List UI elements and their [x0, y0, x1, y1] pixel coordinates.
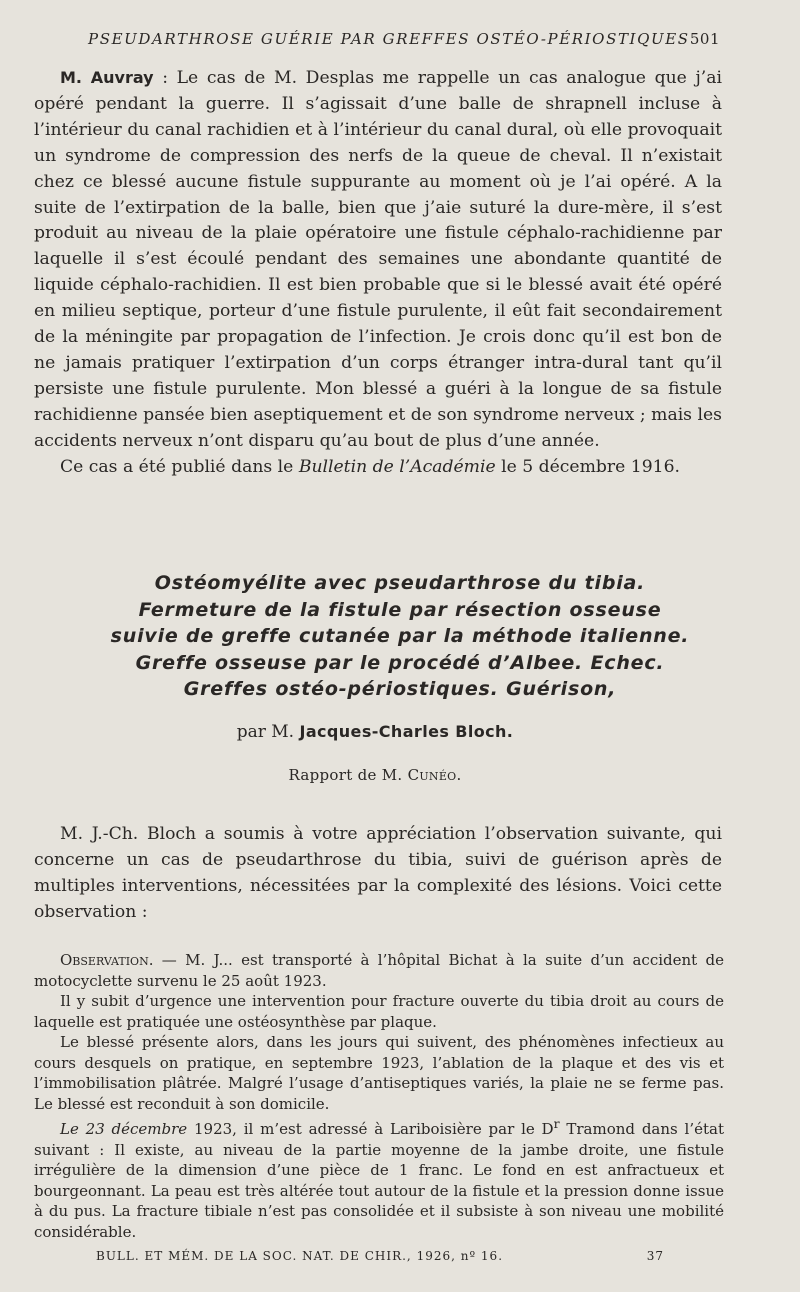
- reporter-name: Cunéo.: [407, 766, 462, 784]
- observation-date: Le 23 décembre: [60, 1120, 188, 1138]
- observation-paragraph: [34, 950, 724, 991]
- journal-title: Bulletin de l’Académie: [298, 456, 496, 477]
- title-line: Fermeture de la fistule par résection osseuse: [138, 598, 662, 621]
- observation-label: Observation.: [60, 951, 154, 969]
- report-prefix: Rapport de M.: [288, 766, 408, 784]
- article-title: [34, 570, 766, 703]
- discussion-section: [34, 65, 722, 481]
- publication-note: [34, 455, 722, 481]
- title-line: Ostéomyélite avec pseudarthrose du tibia.: [154, 572, 646, 594]
- observation-text: 1923, il m’est adressé à Lariboisière par le D: [187, 1120, 554, 1138]
- title-line: Greffe osseuse par le procédé d’Albee. Echec.: [135, 651, 665, 674]
- observation-paragraph: Il y subit d’urgence une intervention pour fracture ouverte du tibia droit au cours de laquelle est pratiquée une ostéosynthèse par plaque.: [34, 992, 724, 1031]
- running-title: PSEUDARTHROSE GUÉRIE PAR GREFFES OSTÉO-PÉRIOSTIQUES: [88, 30, 690, 48]
- intro-section: [34, 822, 722, 926]
- title-line: Greffes ostéo-périostiques. Guérison,: [183, 678, 617, 700]
- observation-text: — M. J... est transporté à l’hôpital Bichat à la suite d’un accident de motocyclette survenu le 25 août 1923.: [34, 951, 724, 990]
- byline-prefix: par M.: [236, 722, 300, 742]
- title-line: suivie de greffe cutanée par la méthode italienne.: [110, 625, 690, 647]
- page-footer: [96, 1249, 664, 1269]
- page-number: 501: [689, 30, 720, 48]
- discussion-text: : Le cas de M. Desplas me rappelle un cas analogue que j’ai opéré pendant la guerre. Il s’agissait d’une balle de shrapnell incluse à l’intérieur du canal rachidien et à l’intérieur du canal dural, où elle provoquait un syndrome de compression des nerfs de la queue de cheval. Il n’existait chez ce blessé aucune fistule suppurante au moment où je l’ai opéré. A la suite de l’extirpation de la balle, bien que j’aie suturé la dure-mère, il s’est produit au niveau de la plaie opératoire une fistule céphalo-rachidienne par laquelle il s’est écoulé pendant des semaines une abondante quantité de liquide céphalo-rachidien. Il est bien probable que si le blessé avait été opéré en milieu septique, porteur d’une fistule purulente, il eût fait secondairement de la méningite par propagation de l’infection. Je crois donc qu’il est bon de ne jamais pratiquer l’extirpation d’un corps étranger intra-dural tant qu’il persiste une fistule purulente. Mon blessé a guéri à la longue de sa fistule rachidienne pansée bien aseptiquement et de son syndrome nerveux ; mais les accidents nerveux n’ont disparu qu’au bout de plus d’une année.: [34, 68, 722, 451]
- doctor-abbrev-sup: r: [553, 1116, 560, 1131]
- byline: [34, 722, 716, 742]
- speaker-name: M. Auvray: [60, 68, 154, 87]
- observation-paragraph: Le blessé présente alors, dans les jours qui suivent, des phénomènes infectieux au cours desquels on pratique, en septembre 1923, l’ablation de la plaque et des vis et l’immobilisation plâtrée. Malgré l’usage d’antiseptiques variés, la plaie ne se ferme pas. Le blessé est reconduit à son domicile.: [34, 1033, 724, 1113]
- observation-paragraph: [34, 1114, 724, 1242]
- running-head: [88, 30, 720, 52]
- signature-mark: 37: [646, 1249, 664, 1263]
- discussion-paragraph: [34, 65, 722, 455]
- intro-paragraph: M. J.-Ch. Bloch a soumis à votre appréciation l’observation suivante, qui concerne un cas de pseudarthrose du tibia, suivi de guérison après de multiples interventions, nécessitées par la complexité des lésions. Voici cette observation :: [34, 824, 722, 922]
- publication-date: le 5 décembre 1916.: [495, 456, 680, 477]
- observation-text: Tramond dans l’état suivant : Il existe, au niveau de la partie moyenne de la jambe droite, une fistule irrégulière de la dimension d’une pièce de 1 franc. Le fond en est anfractueux et bourgeonnant. La peau est très altérée tout autour de la fistule et la pression donne issue à du pus. La fracture tibiale n’est pas consolidée et il subsiste à son niveau une mobilité considérable.: [34, 1120, 724, 1241]
- author-name: Jacques-Charles Bloch.: [299, 722, 514, 741]
- observation-section: [34, 950, 724, 1242]
- report-line: [34, 766, 716, 784]
- journal-reference: BULL. ET MÉM. DE LA SOC. NAT. DE CHIR., 1926, nº 16.: [96, 1249, 504, 1263]
- publication-note-text: Ce cas a été publié dans le: [60, 456, 299, 477]
